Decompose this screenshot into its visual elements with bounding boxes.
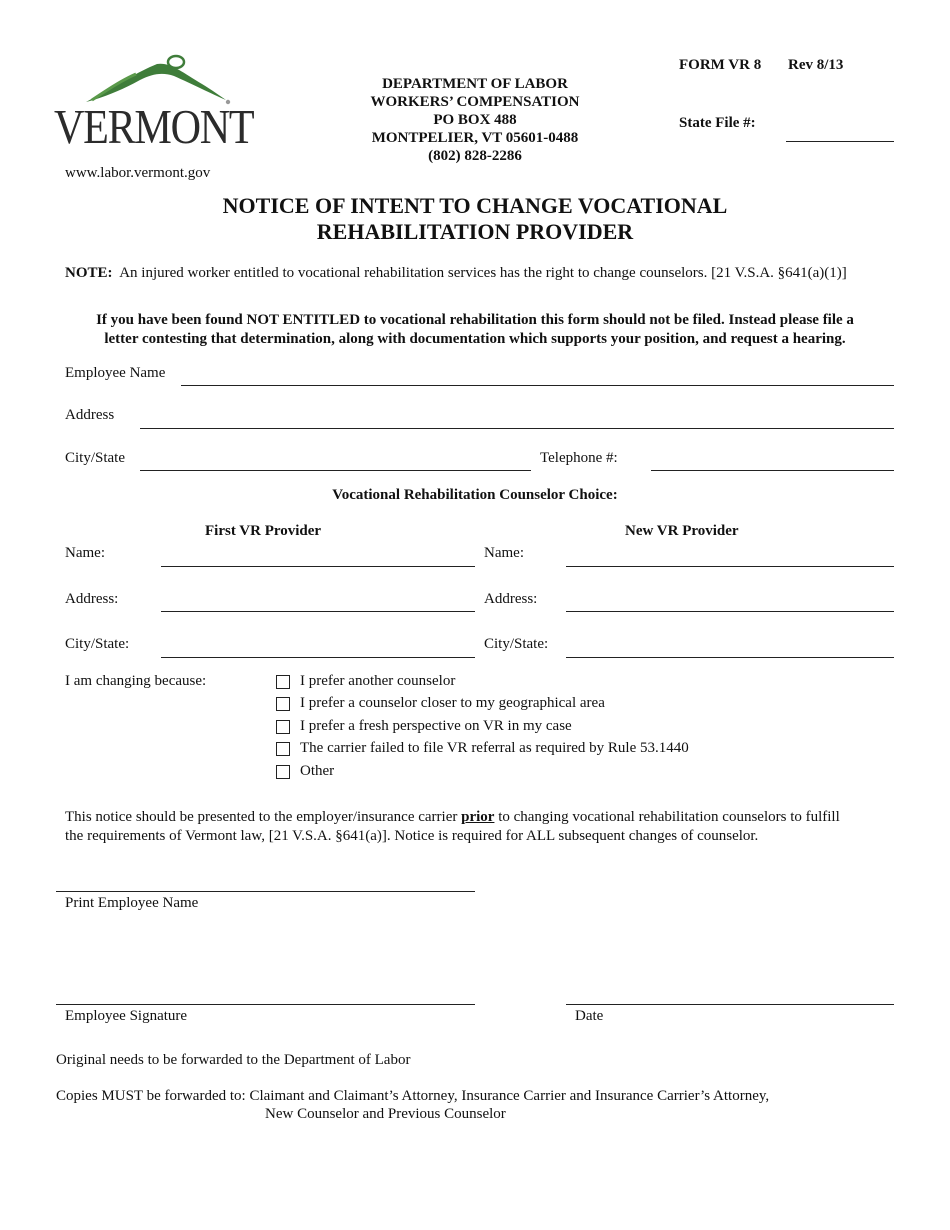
footer-original: Original needs to be forwarded to the Department of Labor <box>56 1052 411 1068</box>
new-provider-name-label: Name: <box>484 545 524 561</box>
date-input[interactable] <box>566 1004 894 1005</box>
new-provider-name-input[interactable] <box>566 566 894 567</box>
reason-option-1: I prefer another counselor <box>300 673 456 689</box>
first-provider-address-label: Address: <box>65 591 119 607</box>
form-title-line2: REHABILITATION PROVIDER <box>316 219 634 244</box>
form-title <box>0 193 950 245</box>
department-line2: WORKERS’ COMPENSATION <box>370 94 580 110</box>
warning-line1: If you have been found NOT ENTITLED to vocational rehabilitation this form should not be filed. Instead please file a <box>96 312 854 328</box>
department-address-block <box>330 75 620 165</box>
date-label: Date <box>575 1008 604 1024</box>
form-id: FORM VR 8 <box>679 57 762 73</box>
employee-signature-input[interactable] <box>56 1004 475 1005</box>
print-employee-name-input[interactable] <box>56 891 475 892</box>
reason-option-5: Other <box>300 763 335 779</box>
employee-telephone-label: Telephone #: <box>540 450 618 466</box>
employee-name-label: Employee Name <box>65 365 166 381</box>
notice-line2: the requirements of Vermont law, [21 V.S.A. §641(a)]. Notice is required for ALL subsequent changes of counselor. <box>65 828 759 844</box>
notice-text-part1: This notice should be presented to the employer/insurance carrier <box>65 809 462 825</box>
note-label: NOTE: <box>65 265 113 281</box>
first-provider-heading: First VR Provider <box>205 523 322 539</box>
reason-option-3: I prefer a fresh perspective on VR in my case <box>300 718 572 734</box>
employee-signature-label: Employee Signature <box>65 1008 188 1024</box>
notice-text-part2: to changing vocational rehabilitation counselors to fulfill <box>494 809 840 825</box>
counselor-section-heading: Vocational Rehabilitation Counselor Choice: <box>332 487 618 503</box>
state-file-input[interactable] <box>786 141 894 142</box>
reason-checkbox-5[interactable] <box>276 765 290 779</box>
department-line1: DEPARTMENT OF LABOR <box>382 76 568 92</box>
state-file-label: State File #: <box>679 115 756 131</box>
new-provider-address-input[interactable] <box>566 611 894 612</box>
reason-checkbox-2[interactable] <box>276 697 290 711</box>
new-provider-city-state-input[interactable] <box>566 657 894 658</box>
department-line4: MONTPELIER, VT 05601-0488 <box>371 130 579 146</box>
reason-option-2: I prefer a counselor closer to my geographical area <box>300 695 605 711</box>
notice-paragraph <box>65 808 895 846</box>
footer-copies-line1: Copies MUST be forwarded to: Claimant and Claimant’s Attorney, Insurance Carrier and Insurance Carrier’s Attorney, <box>56 1088 770 1104</box>
note-paragraph <box>65 265 847 282</box>
notice-emphasis: prior <box>461 809 495 825</box>
employee-city-state-input[interactable] <box>140 470 531 471</box>
reason-option-4: The carrier failed to file VR referral as required by Rule 53.1440 <box>300 740 689 756</box>
vermont-logo <box>52 50 262 160</box>
first-provider-city-state-input[interactable] <box>161 657 475 658</box>
reasons-label: I am changing because: <box>65 673 207 689</box>
form-revision: Rev 8/13 <box>788 57 844 73</box>
logo-wordmark: VERMONT <box>54 99 254 154</box>
employee-address-input[interactable] <box>140 428 894 429</box>
print-employee-name-label: Print Employee Name <box>65 895 199 911</box>
first-provider-address-input[interactable] <box>161 611 475 612</box>
first-provider-name-input[interactable] <box>161 566 475 567</box>
department-line3: PO BOX 488 <box>433 112 517 128</box>
department-line5: (802) 828-2286 <box>428 148 522 164</box>
employee-city-state-label: City/State <box>65 450 125 466</box>
form-title-line1: NOTICE OF INTENT TO CHANGE VOCATIONAL <box>222 193 728 218</box>
reason-checkbox-3[interactable] <box>276 720 290 734</box>
employee-name-input[interactable] <box>181 385 894 386</box>
warning-paragraph <box>0 311 950 349</box>
first-provider-name-label: Name: <box>65 545 105 561</box>
warning-line2: letter contesting that determination, along with documentation which supports your position, and request a hearing. <box>104 331 846 347</box>
new-provider-city-state-label: City/State: <box>484 636 549 652</box>
employee-telephone-input[interactable] <box>651 470 894 471</box>
first-provider-city-state-label: City/State: <box>65 636 130 652</box>
employee-address-label: Address <box>65 407 115 423</box>
note-text: An injured worker entitled to vocational rehabilitation services has the right to change counselors. [21 V.S.A. §641(a)(1)] <box>119 265 847 281</box>
website-text: www.labor.vermont.gov <box>65 165 211 181</box>
new-provider-address-label: Address: <box>484 591 538 607</box>
footer-copies-line2: New Counselor and Previous Counselor <box>265 1106 506 1122</box>
reason-checkbox-1[interactable] <box>276 675 290 689</box>
reason-checkbox-4[interactable] <box>276 742 290 756</box>
notice-line1 <box>65 808 895 827</box>
new-provider-heading: New VR Provider <box>625 523 739 539</box>
